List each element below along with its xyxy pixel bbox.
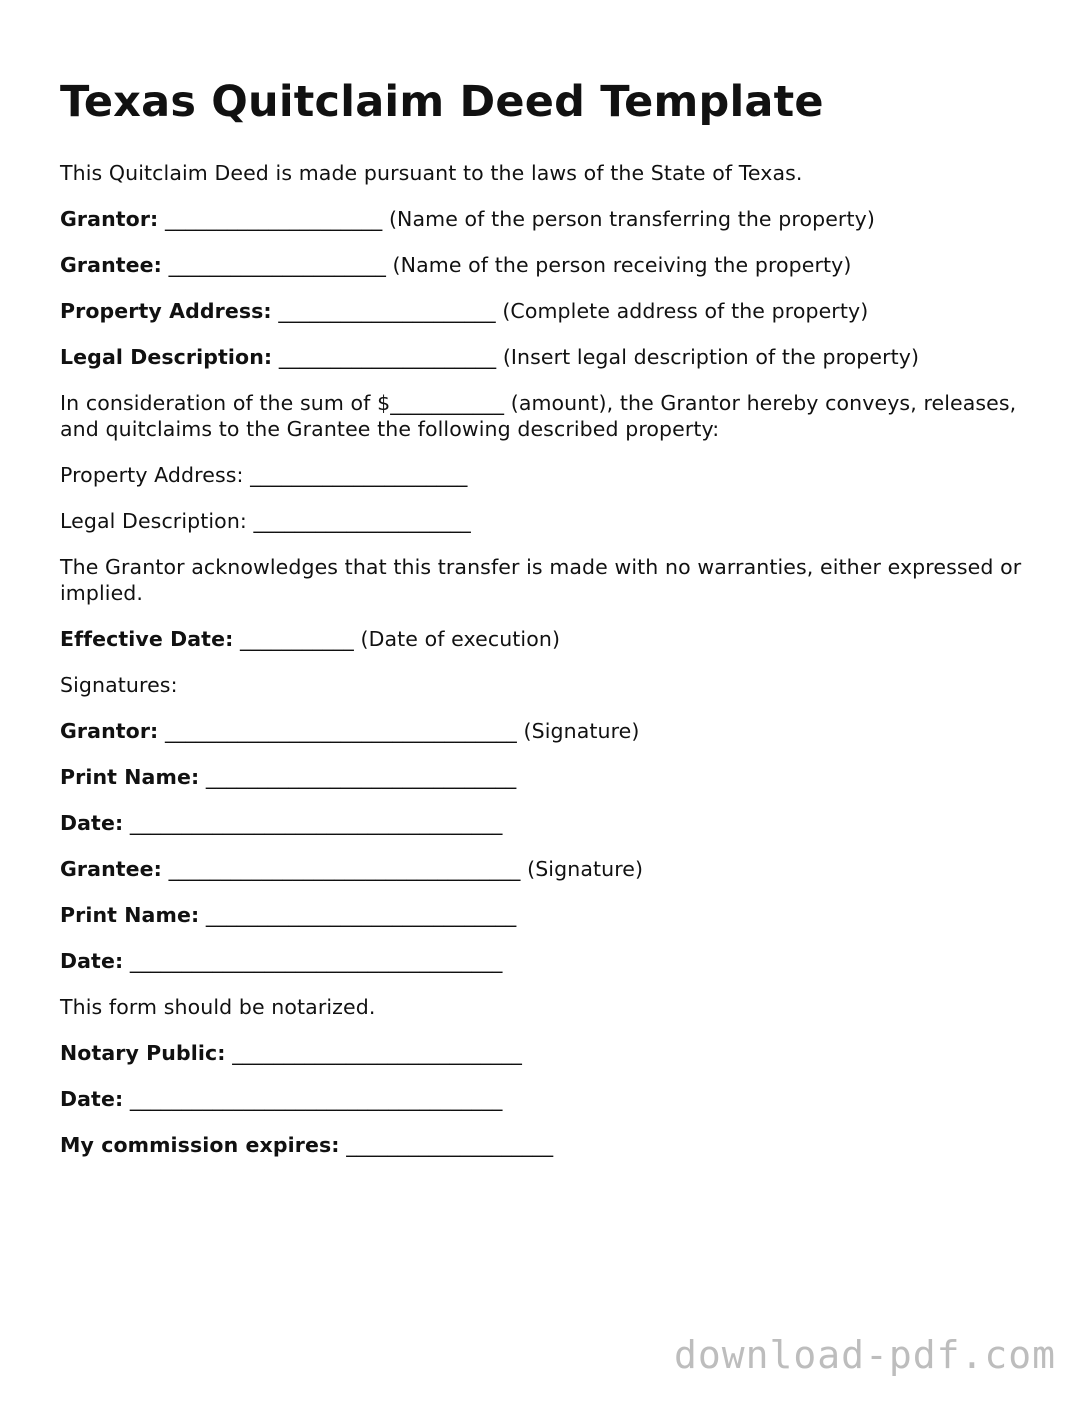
described-property-address: Property Address: _____________________ bbox=[60, 463, 468, 487]
notary-public-line bbox=[60, 1040, 1040, 1066]
property-address-label: Property Address: bbox=[60, 299, 272, 323]
grantor-print-name-blank: ______________________________ bbox=[199, 765, 517, 789]
grantor-field bbox=[60, 206, 1040, 232]
described-legal-description: Legal Description: _____________________ bbox=[60, 509, 471, 533]
grantee-print-name-line bbox=[60, 902, 1040, 928]
property-address-field bbox=[60, 298, 1040, 324]
grantee-date-line bbox=[60, 948, 1040, 974]
notary-date-line bbox=[60, 1086, 1040, 1112]
effective-date-label: Effective Date: bbox=[60, 627, 234, 651]
grantor-blank: _____________________ (Name of the person transferring the property) bbox=[158, 207, 875, 231]
commission-expires-line bbox=[60, 1132, 1040, 1158]
grantee-print-name-label: Print Name: bbox=[60, 903, 200, 927]
warranty-statement: The Grantor acknowledges that this transfer is made with no warranties, either expressed or implied. bbox=[60, 555, 1022, 605]
grantee-signature-label: Grantee: bbox=[60, 857, 162, 881]
grantor-date-line bbox=[60, 810, 1040, 836]
notary-public-blank: ____________________________ bbox=[225, 1041, 523, 1065]
grantor-print-name-line bbox=[60, 764, 1040, 790]
legal-description-blank: _____________________ (Insert legal description of the property) bbox=[272, 345, 920, 369]
effective-date-blank: ___________ (Date of execution) bbox=[233, 627, 561, 651]
consideration-text: In consideration of the sum of $___________ (amount), the Grantor hereby conveys, releases, and quitclaims to the Grantee the following described property: bbox=[60, 391, 1017, 441]
grantee-print-name-blank: ______________________________ bbox=[199, 903, 517, 927]
notary-public-label: Notary Public: bbox=[60, 1041, 226, 1065]
grantor-print-name-label: Print Name: bbox=[60, 765, 200, 789]
grantee-date-blank: ____________________________________ bbox=[123, 949, 503, 973]
grantee-signature-blank: __________________________________ (Signature) bbox=[161, 857, 644, 881]
grantor-signature-label: Grantor: bbox=[60, 719, 159, 743]
watermark: download-pdf.com bbox=[673, 1333, 1056, 1377]
notary-note: This form should be notarized. bbox=[60, 995, 376, 1019]
effective-date-field bbox=[60, 626, 1040, 652]
grantee-blank: _____________________ (Name of the person receiving the property) bbox=[161, 253, 852, 277]
grantor-date-blank: ____________________________________ bbox=[123, 811, 503, 835]
page-title: Texas Quitclaim Deed Template bbox=[60, 77, 824, 127]
grantee-date-label: Date: bbox=[60, 949, 124, 973]
document-page bbox=[60, 78, 1040, 1178]
commission-expires-label: My commission expires: bbox=[60, 1133, 340, 1157]
commission-expires-blank: ____________________ bbox=[339, 1133, 554, 1157]
grantor-label: Grantor: bbox=[60, 207, 159, 231]
grantor-signature-blank: __________________________________ (Signature) bbox=[158, 719, 640, 743]
property-address-blank: _____________________ (Complete address of the property) bbox=[271, 299, 869, 323]
grantee-signature-line bbox=[60, 856, 1040, 882]
grantee-field bbox=[60, 252, 1040, 278]
legal-description-field bbox=[60, 344, 1040, 370]
intro-text: This Quitclaim Deed is made pursuant to the laws of the State of Texas. bbox=[60, 161, 803, 185]
grantor-date-label: Date: bbox=[60, 811, 124, 835]
notary-date-blank: ____________________________________ bbox=[123, 1087, 503, 1111]
notary-date-label: Date: bbox=[60, 1087, 124, 1111]
signatures-heading: Signatures: bbox=[60, 673, 178, 697]
grantor-signature-line bbox=[60, 718, 1040, 744]
grantee-label: Grantee: bbox=[60, 253, 162, 277]
legal-description-label: Legal Description: bbox=[60, 345, 273, 369]
